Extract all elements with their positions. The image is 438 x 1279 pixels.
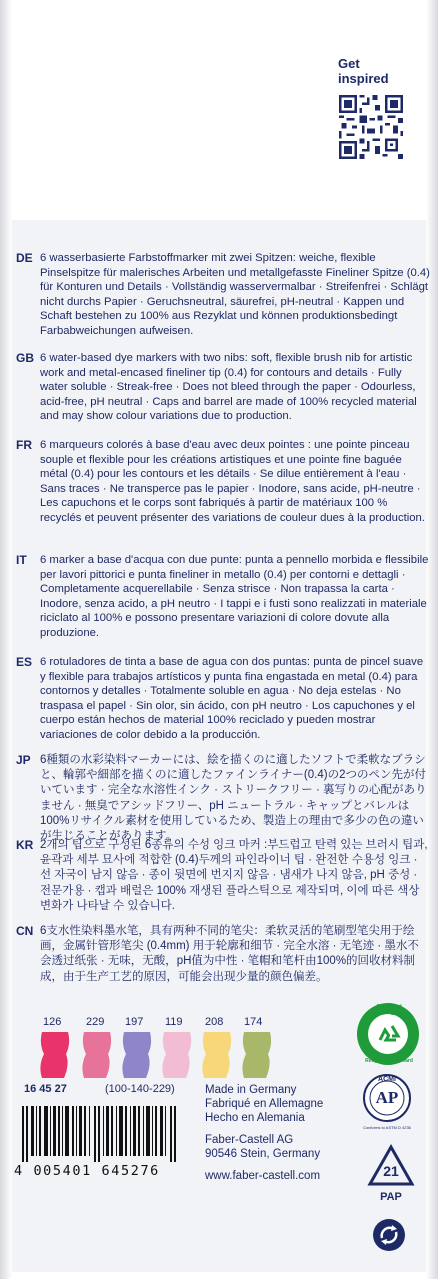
swatch-number: 126 xyxy=(43,1016,62,1028)
lang-text: 6 marqueurs colorés à base d'eau avec deux pointes : une pointe pinceau souple et flexible pour les créations artistiques et une pointe fine baguée métal (0.4) pour les contours et les détails · Se dilue entièrement à l'eau · Sans traces · Ne transperce pas le papier · Inodore, sans acide, pH-neutre · Les capuchons et le corps sont fabriqués à partir de matériaux 100 % recyclés et peuvent présenter des variations de couleur dues à la production. xyxy=(40,439,425,524)
swatch-number: 119 xyxy=(165,1016,183,1028)
cardboard-bottom-label: Recycled cardboard xyxy=(365,1058,413,1064)
lang-code: JP xyxy=(16,753,31,767)
get-inspired-label xyxy=(338,56,389,86)
lang-code: IT xyxy=(16,553,27,567)
lang-text: 6 rotuladores de tinta a base de agua con dos puntas: punta de pincel suave y flexible para trabajos artísticos y punta fina engastada en metal (0.4) para contornos y detalles · Totalmente soluble en agua · No deja estelas · No traspasa el papel · Sin olor, sin ácido, con pH neutro · Los capuchones y el cuerpo están hechos de material 100% reciclado y pueden mostrar variaciones de color debido a la producción. xyxy=(40,656,424,741)
swatch-197 xyxy=(122,1032,151,1078)
swatch-208 xyxy=(202,1032,231,1078)
made-in-fr: Fabriqué en Allemagne xyxy=(205,1098,324,1110)
get-inspired-line1: Get xyxy=(338,56,360,71)
origin-info xyxy=(205,1083,323,1183)
recycle-arrow-icon xyxy=(372,1218,406,1252)
acmi-conformance: Conforms to ASTM D 4236 xyxy=(363,1125,411,1130)
lang-code: FR xyxy=(16,438,32,452)
made-in-de: Made in Germany xyxy=(205,1084,297,1096)
swatch-number: 174 xyxy=(244,1016,263,1028)
article-code: (100-140-229) xyxy=(105,1083,175,1095)
swatch-number: 197 xyxy=(125,1016,144,1028)
lang-text: 6種類の水彩染料マーカーには、絵を描くのに適したソフトで柔軟なブラシと、輪郭や細部を描くのに適したファインライナー(0.4)の2つのペン先が付いています · 完全な水溶性インク · ストリークフリー · 裏写りの心配がありません · 無臭でアシッドフリー、pH ニュートラル · キャップとバレルは100%リサイクル素材を使用しているため、製造上の理由で多少の色の違いが生じることがあります。 xyxy=(40,754,427,843)
swatch-229 xyxy=(82,1032,111,1078)
swatch-strokes xyxy=(36,1030,286,1080)
article-number: 16 45 27 xyxy=(24,1083,67,1095)
company-name: Faber-Castell AG xyxy=(205,1134,294,1146)
lang-text: 6支水性染料墨水笔，具有两种不同的笔尖：柔软灵活的笔刷型笔尖用于绘画，金属针管形笔尖 (0.4mm) 用于轮廓和细节 · 完全水溶 · 无笔迹 · 墨水不会透过纸张 · 无味，无酸，pH值为中性 · 笔帽和笔杆由100%的回收材料制成，由于生产工艺的原因，可能会出现少量的颜色偏差。 xyxy=(40,925,419,983)
made-in-es: Hecho en Alemania xyxy=(205,1112,305,1124)
company-address: 90546 Stein, Germany xyxy=(205,1148,321,1160)
swatch-126 xyxy=(40,1032,69,1078)
lang-text: 6 wasserbasierte Farbstoffmarker mit zwei Spitzen: weiche, flexible Pinselspitze für malerisches Arbeiten und metallgefasste Fineliner Spitze (0.4) für Konturen und Details · Vollständig wasservermalbar · Streifenfrei · Schlägt nicht durchs Papier · Geruchsneutral, säurefrei, pH-neutral · Kappen und Schaft bestehen zu 100% aus Rezyklat und können produktionsbedingt Farbabweichungen aufweisen. xyxy=(40,252,430,337)
lang-code: ES xyxy=(16,655,33,669)
ap-label: AP xyxy=(375,1088,399,1107)
lang-text: 2개의 팁으로 구성된 6종류의 수성 잉크 마커 :부드럽고 탄력 있는 브러시 팁과, 윤곽과 세부 묘사에 적합한 (0.4)두께의 파인라이너 팁 · 완전한 수용성 잉크 · 선 자국이 남지 않음 · 종이 뒷면에 번지지 않음 · 냄새가 나지 않음, pH 중성 · 전문가용 · 캡과 배럴은 100% 재생된 플라스틱으로 제작되며, 이에 따른 색상 변화가 나타날 수 있습니다. xyxy=(40,839,428,912)
lang-text: 6 marker a base d'acqua con due punte: punta a pennello morbida e flessibile per lavori pittorici e punta fineliner in metallo (0.4) per contorni e dettagli · Completamente acquerellabile · Senza strisce · Non trapassa la carta · Inodore, senza acido, a pH neutro · I tappi e i fusti sono realizzati in materiale riciclato al 100% e possono presentare variazioni di colore dovute alla produzione. xyxy=(40,554,429,639)
barcode-number: 4 005401 645276 xyxy=(14,1163,160,1179)
swatch-number: 208 xyxy=(205,1016,224,1028)
lang-code: DE xyxy=(16,251,33,265)
get-inspired-line2: inspired xyxy=(338,71,389,86)
lang-code: GB xyxy=(16,351,34,365)
swatch-174 xyxy=(242,1032,271,1078)
pap-number: 21 xyxy=(383,1163,399,1179)
acmi-label: ACMI xyxy=(378,1076,396,1083)
lang-code: KR xyxy=(16,838,34,852)
swatch-119 xyxy=(162,1032,191,1078)
lang-text: 6 water-based dye markers with two nibs: soft, flexible brush nib for artistic work and metal-encased fineliner tip (0.4) for contours and details · Fully water soluble · Streak-free · Does not bleed through the paper · Odourless, acid-free, pH neutral · Caps and barrel are made of 100% recycled material and may show colour variations due to production. xyxy=(40,352,417,423)
cardboard-top-label: Cardboard packaging xyxy=(376,1004,402,1016)
barcode-icon[interactable] xyxy=(22,1106,176,1162)
company-website[interactable]: www.faber-castell.com xyxy=(205,1170,321,1182)
swatch-number: 229 xyxy=(86,1016,105,1028)
pap-label: PAP xyxy=(380,1191,402,1203)
lang-code: CN xyxy=(16,924,34,938)
